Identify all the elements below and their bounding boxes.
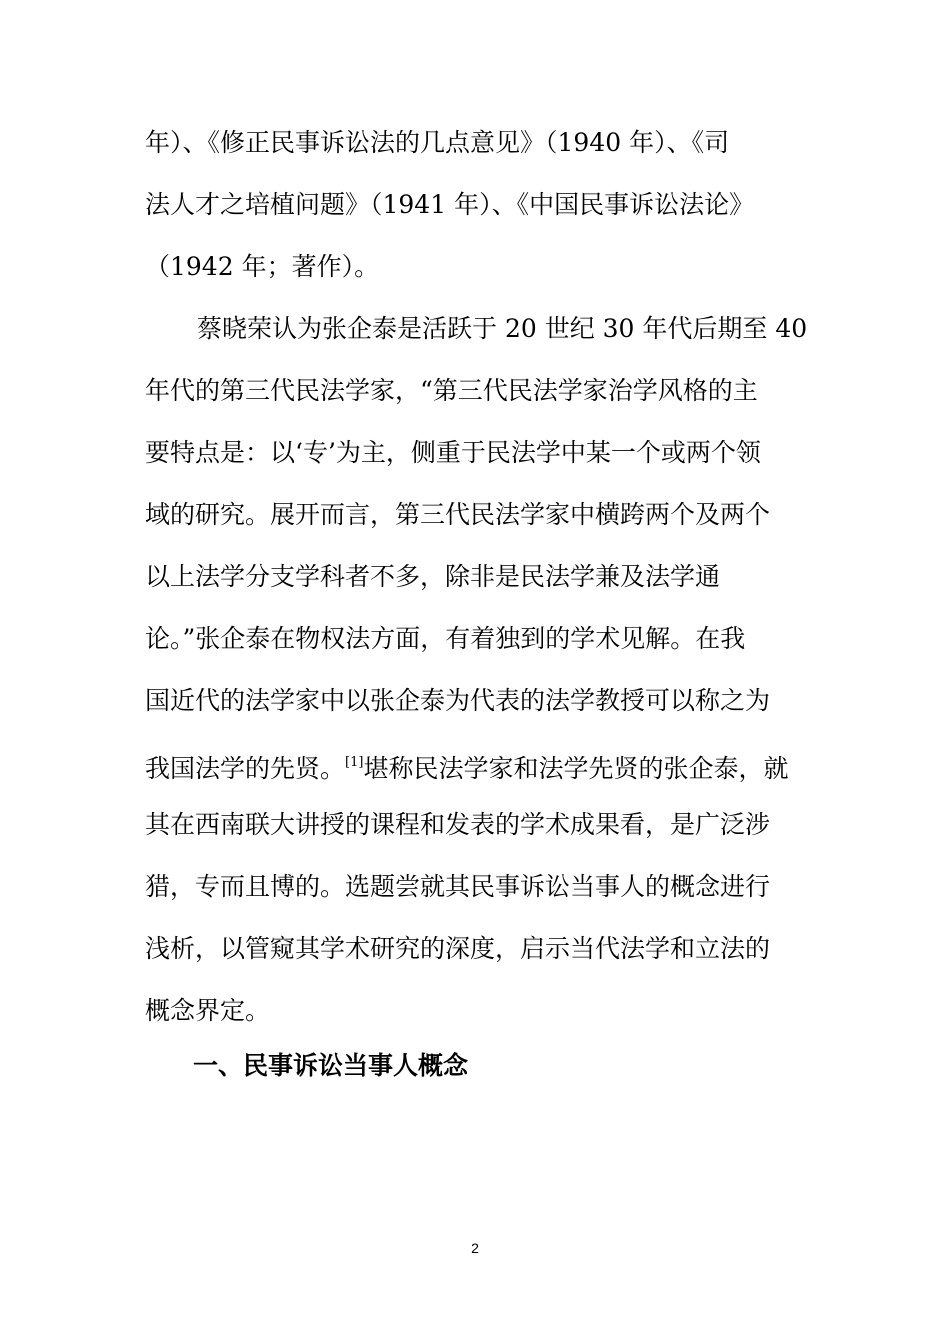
body-text-line: 要特点是：以‘专’为主，侧重于民法学中某一个或两个领 xyxy=(145,438,761,467)
footnote-marker[interactable]: [1] xyxy=(345,755,364,770)
page-number: 2 xyxy=(471,1240,479,1256)
body-text-line: 域的研究。展开而言，第三代民法学家中横跨两个及两个 xyxy=(145,500,771,529)
body-text-line: 年代的第三代民法学家，“第三代民法学家治学风格的主 xyxy=(145,376,758,405)
body-text-line: 蔡晓荣认为张企泰是活跃于 20 世纪 30 年代后期至 40 xyxy=(197,314,808,343)
body-text-line: 以上法学分支学科者不多，除非是民法学兼及法学通 xyxy=(145,562,721,591)
body-text-line xyxy=(145,747,788,785)
body-text-line: 年）、《修正民事诉讼法的几点意见》（1940 年）、《司 xyxy=(145,128,730,157)
body-text-line: （1942 年；著作）。 xyxy=(145,252,380,281)
section-heading: 一、民事诉讼当事人概念 xyxy=(193,1051,469,1080)
body-text-line: 法人才之培植问题》（1941 年）、《中国民事诉讼法论》 xyxy=(145,190,755,219)
body-text-line: 猎，专而且博的。选题尝就其民事诉讼当事人的概念进行 xyxy=(145,872,771,901)
body-text-segment: 我国法学的先贤。 xyxy=(145,754,346,783)
body-text-line: 浅析，以管窥其学术研究的深度，启示当代法学和立法的 xyxy=(145,934,771,963)
body-text-segment: 堪称民法学家和法学先贤的张企泰，就 xyxy=(363,754,789,783)
body-text-line: 概念界定。 xyxy=(145,996,271,1025)
body-text-line: 其在西南联大讲授的课程和发表的学术成果看，是广泛涉 xyxy=(145,810,771,839)
body-text-line: 论。”张企泰在物权法方面，有着独到的学术见解。在我 xyxy=(145,624,746,653)
body-text-line: 国近代的法学家中以张企泰为代表的法学教授可以称之为 xyxy=(145,686,771,715)
